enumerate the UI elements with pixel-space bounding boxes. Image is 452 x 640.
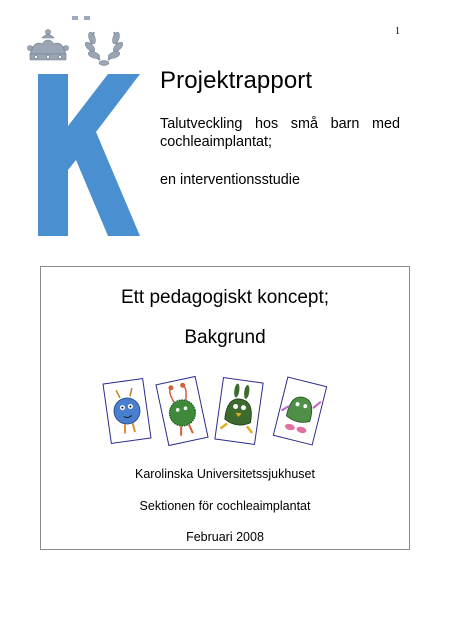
- department-name: Sektionen för cochleaimplantat: [139, 499, 311, 513]
- k-letter-icon: [38, 74, 140, 236]
- laurel-icon: [84, 31, 125, 65]
- box-heading-1: Ett pedagogiskt koncept;: [120, 287, 330, 308]
- karolinska-logo: [22, 14, 142, 236]
- page-number: 1: [395, 26, 400, 37]
- box-heading-2: Bakgrund: [184, 327, 266, 348]
- green-fuzzy-monster-card: [156, 377, 208, 446]
- institution-name: Karolinska Universitetssjukhuset: [135, 467, 315, 481]
- crown-icon: [28, 30, 69, 61]
- cover-box: [40, 266, 410, 550]
- tiny-marks: [72, 16, 90, 20]
- monster-cards-illustration: [41, 371, 409, 451]
- green-pink-monster-card: [273, 377, 326, 445]
- blue-monster-card: [103, 379, 151, 444]
- report-subtitle: Talutveckling hos små barn med cochleaimplantat;: [160, 116, 400, 150]
- green-bird-monster-card: [215, 378, 263, 445]
- report-date: Februari 2008: [186, 530, 264, 544]
- report-subtitle-2: en interventionsstudie: [160, 172, 300, 188]
- report-title: Projektrapport: [160, 67, 313, 94]
